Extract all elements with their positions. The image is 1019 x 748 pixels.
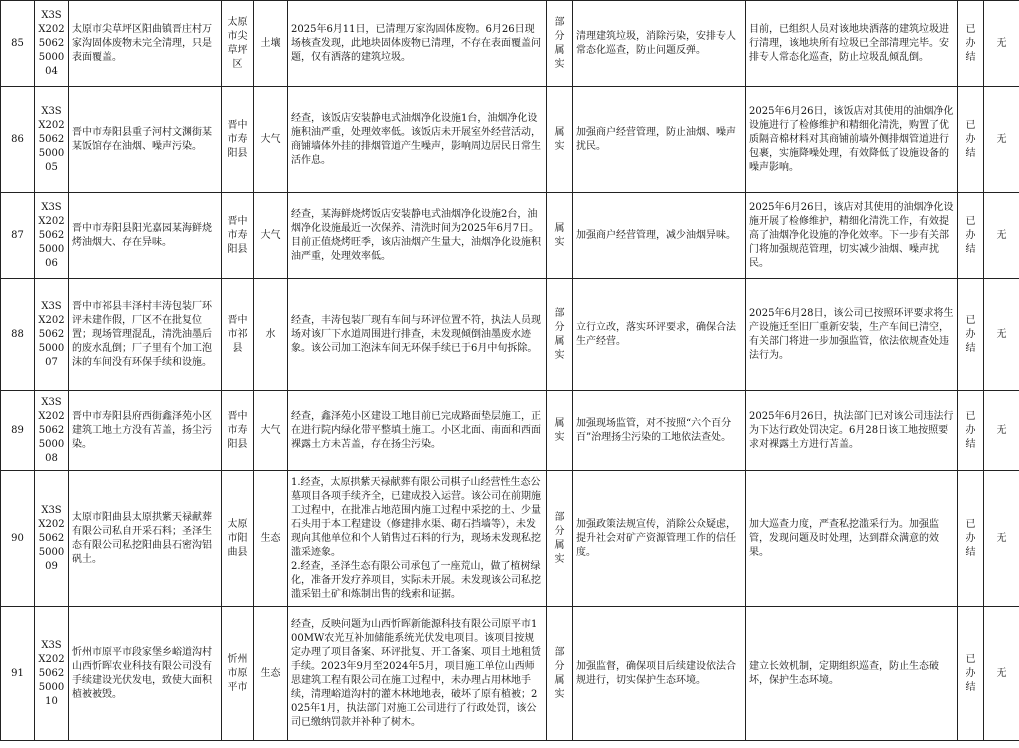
accountability-cell: 无 bbox=[984, 87, 1019, 193]
pollution-type-cell: 土壤 bbox=[254, 1, 288, 87]
handling-requirements-cell: 加强现场监管，对不按照“六个百分百”治理扬尘污染的工地依法查处。 bbox=[573, 391, 746, 471]
case-status-cell: 已办结 bbox=[958, 1, 984, 87]
handling-requirements-cell: 加强商户经营管理，防止油烟、噪声扰民。 bbox=[573, 87, 746, 193]
administrative-area-cell: 太原市阳曲县 bbox=[222, 471, 254, 607]
rectification-result-cell: 2025年6月28日，该公司已按照环评要求将生产设施迁至旧厂重新安装，生产车间已清空，有关部门将进一步加强监管，依法依规查处违法行为。 bbox=[746, 279, 958, 391]
case-status-cell: 已办结 bbox=[958, 279, 984, 391]
row-number-cell: 91 bbox=[1, 607, 35, 741]
rectification-result-cell: 2025年6月26日，该店对其使用的油烟净化设施开展了检修维护，精细化清洗工作，有效提高了油烟净化设施的净化效率。下一步有关部门将加强规范管理，切实减少油烟、噪声扰民。 bbox=[746, 193, 958, 279]
table-row bbox=[1, 193, 1019, 279]
verification-result-cell: 属实 bbox=[547, 193, 573, 279]
complaint-id-cell: X3SX2025062500004 bbox=[35, 1, 69, 87]
administrative-area-cell: 晋中市祁县 bbox=[222, 279, 254, 391]
rectification-result-cell: 加大巡查力度，严查私挖滥采行为。加强监管，发现问题及时处理，达到群众满意的效果。 bbox=[746, 471, 958, 607]
complaint-description-cell: 太原市阳曲县太原拱紫天禄献葬有限公司私自开采石料；圣泽生态有限公司私挖阳曲县石密沟铝矾土。 bbox=[69, 471, 222, 607]
handling-requirements-cell: 立行立改，落实环评要求，确保合法生产经营。 bbox=[573, 279, 746, 391]
table-row bbox=[1, 279, 1019, 391]
investigation-findings-cell: 经查，鑫泽苑小区建设工地目前已完成路面垫层施工，正在进行院内绿化带平整填土施工。小区北面、南面和西面裸露土方未苫盖，存在扬尘污染。 bbox=[288, 391, 547, 471]
investigation-findings-cell: 经查，该饭店安装静电式油烟净化设施1台，油烟净化设施积油严重，处理效率低。该饭店未开展室外经营活动，商铺墙体外挂的排烟管道产生噪声，影响周边居民日常生活作息。 bbox=[288, 87, 547, 193]
verification-result-cell: 部分属实 bbox=[547, 1, 573, 87]
administrative-area-cell: 晋中市寿阳县 bbox=[222, 87, 254, 193]
complaint-description-cell: 忻州市原平市段家堡乡峪道沟村山西忻晖农业科技有限公司没有手续建设光伏发电，致使大面积植被被毁。 bbox=[69, 607, 222, 741]
findings-paragraph: 1.经查，太原拱紫天禄献葬有限公司棋子山经营性生态公墓项目各项手续齐全，已建成投入运营。该公司在前期施工过程中，在批准占地范围内施工过程中采挖的土、少量石头用于本工程建设（修建排水渠、砌石挡墙等），未发现向其他单位和个人销售过石料的行为，现场未发现私挖滥采迹象。 bbox=[291, 476, 541, 558]
complaint-id-cell: X3SX2025062500006 bbox=[35, 193, 69, 279]
verification-result-cell: 部分属实 bbox=[547, 279, 573, 391]
rectification-result-cell: 目前，已组织人员对该地块洒落的建筑垃圾进行清理，该地块所有垃圾已全部清理完毕。安排专人常态化巡查，防止垃圾乱倾乱倒。 bbox=[746, 1, 958, 87]
complaint-description-cell: 晋中市寿阳县府西街鑫泽苑小区建筑工地土方没有苫盖，扬尘污染。 bbox=[69, 391, 222, 471]
row-number-cell: 85 bbox=[1, 1, 35, 87]
row-number-cell: 90 bbox=[1, 471, 35, 607]
accountability-cell: 无 bbox=[984, 471, 1019, 607]
findings-paragraph: 2.经查，圣泽生态有限公司承包了一座荒山，做了植树绿化，准备开发疗养项目，实际未开展。未发现该公司私挖滥采铝土矿和炼制出售的线索和证据。 bbox=[291, 560, 541, 600]
row-number-cell: 89 bbox=[1, 391, 35, 471]
pollution-type-cell: 生态 bbox=[254, 607, 288, 741]
complaint-description-cell: 太原市尖草坪区阳曲镇晋庄村万家沟固体废物未完全清理，只是表面覆盖。 bbox=[69, 1, 222, 87]
complaint-id-cell: X3SX2025062500005 bbox=[35, 87, 69, 193]
table-body bbox=[1, 1, 1019, 741]
case-status-cell: 已办结 bbox=[958, 193, 984, 279]
complaint-description-cell: 晋中市寿阳县阳光嘉园某海鲜烧烤油烟大、存在异味。 bbox=[69, 193, 222, 279]
row-number-cell: 88 bbox=[1, 279, 35, 391]
accountability-cell: 无 bbox=[984, 607, 1019, 741]
rectification-result-cell: 建立长效机制，定期组织巡查，防止生态破坏，保护生态环境。 bbox=[746, 607, 958, 741]
handling-requirements-cell: 加强政策法规宣传，消除公众疑虑，提升社会对矿产资源管理工作的信任度。 bbox=[573, 471, 746, 607]
rectification-result-cell: 2025年6月26日，执法部门已对该公司违法行为下达行政处罚决定。6月28日该工地按照要求对裸露土方进行苫盖。 bbox=[746, 391, 958, 471]
accountability-cell: 无 bbox=[984, 391, 1019, 471]
investigation-findings-cell: 经查，某海鲜烧烤饭店安装静电式油烟净化设施2台，油烟净化设施最近一次保养、清洗时间为2025年6月7日。目前正值烧烤旺季，该店油烟产生量大，油烟净化设施积油严重，处理效率低。 bbox=[288, 193, 547, 279]
investigation-findings-cell bbox=[288, 471, 547, 607]
investigation-findings-cell: 经查，丰涛包装厂现有车间与环评位置不符，执法人员现场对该厂下水道周围进行排查，未发现倾倒油墨废水迹象。该公司加工泡沫车间无环保手续已于6月中旬拆除。 bbox=[288, 279, 547, 391]
case-status-cell: 已办结 bbox=[958, 87, 984, 193]
accountability-cell: 无 bbox=[984, 1, 1019, 87]
complaint-id-cell: X3SX2025062500007 bbox=[35, 279, 69, 391]
table-row bbox=[1, 391, 1019, 471]
table-row bbox=[1, 1, 1019, 87]
table-row bbox=[1, 87, 1019, 193]
verification-result-cell: 部分属实 bbox=[547, 471, 573, 607]
administrative-area-cell: 晋中市寿阳县 bbox=[222, 391, 254, 471]
pollution-type-cell: 水 bbox=[254, 279, 288, 391]
complaint-description-cell: 晋中市祁县丰泽村丰涛包装厂环评未建作假，厂区不在批复位置；现场管理混乱，清洗油墨后的废水乱倒；厂子里有个加工泡沫的车间没有环保手续和设施。 bbox=[69, 279, 222, 391]
row-number-cell: 87 bbox=[1, 193, 35, 279]
pollution-type-cell: 生态 bbox=[254, 471, 288, 607]
investigation-findings-cell: 2025年6月11日，已清理万家沟固体废物。6月26日现场核查发现，此地块固体废物已清理，不存在表面覆盖问题，仅有洒落的建筑垃圾。 bbox=[288, 1, 547, 87]
row-number-cell: 86 bbox=[1, 87, 35, 193]
table-row bbox=[1, 471, 1019, 607]
case-status-cell: 已办结 bbox=[958, 391, 984, 471]
verification-result-cell: 属实 bbox=[547, 391, 573, 471]
case-status-cell: 已办结 bbox=[958, 607, 984, 741]
case-status-cell: 已办结 bbox=[958, 471, 984, 607]
complaint-id-cell: X3SX2025062500010 bbox=[35, 607, 69, 741]
investigation-findings-cell: 经查，反映问题为山西忻晖新能源科技有限公司原平市100MW农光互补加储能系统光伏发电项目。该项目按规定办理了项目备案、环评批复、开工备案、项目土地租赁手续。2023年9月至2024年5月，项目施工单位山西师思建筑工程有限公司在施工过程中，未办理占用林地手续，清理峪道沟村的灌木林地地表，破坏了原有植被；2025年1月，执法部门对施工公司进行了行政处罚，该公司已缴纳罚款并补种了树木。 bbox=[288, 607, 547, 741]
handling-requirements-cell: 加强商户经营管理，减少油烟异味。 bbox=[573, 193, 746, 279]
accountability-cell: 无 bbox=[984, 193, 1019, 279]
complaint-id-cell: X3SX2025062500008 bbox=[35, 391, 69, 471]
pollution-type-cell: 大气 bbox=[254, 87, 288, 193]
handling-requirements-cell: 清理建筑垃圾，消除污染，安排专人常态化巡查，防止问题反弹。 bbox=[573, 1, 746, 87]
administrative-area-cell: 晋中市寿阳县 bbox=[222, 193, 254, 279]
handling-requirements-cell: 加强监督，确保项目后续建设依法合规进行，切实保护生态环境。 bbox=[573, 607, 746, 741]
administrative-area-cell: 忻州市原平市 bbox=[222, 607, 254, 741]
complaint-id-cell: X3SX2025062500009 bbox=[35, 471, 69, 607]
administrative-area-cell: 太原市尖草坪区 bbox=[222, 1, 254, 87]
verification-result-cell: 部分属实 bbox=[547, 607, 573, 741]
accountability-cell: 无 bbox=[984, 279, 1019, 391]
pollution-type-cell: 大气 bbox=[254, 193, 288, 279]
table-row bbox=[1, 607, 1019, 741]
rectification-result-cell: 2025年6月26日，该饭店对其使用的油烟净化设施进行了检修维护和精细化清洗，购置了优质隔音棉材料对其商铺前墙外侧排烟管道进行包裹，实施降噪处理，有效降低了设施设备的噪声影响。 bbox=[746, 87, 958, 193]
verification-result-cell: 属实 bbox=[547, 87, 573, 193]
pollution-type-cell: 大气 bbox=[254, 391, 288, 471]
complaint-description-cell: 晋中市寿阳县重子河村文渊街某某饭馆存在油烟、噪声污染。 bbox=[69, 87, 222, 193]
